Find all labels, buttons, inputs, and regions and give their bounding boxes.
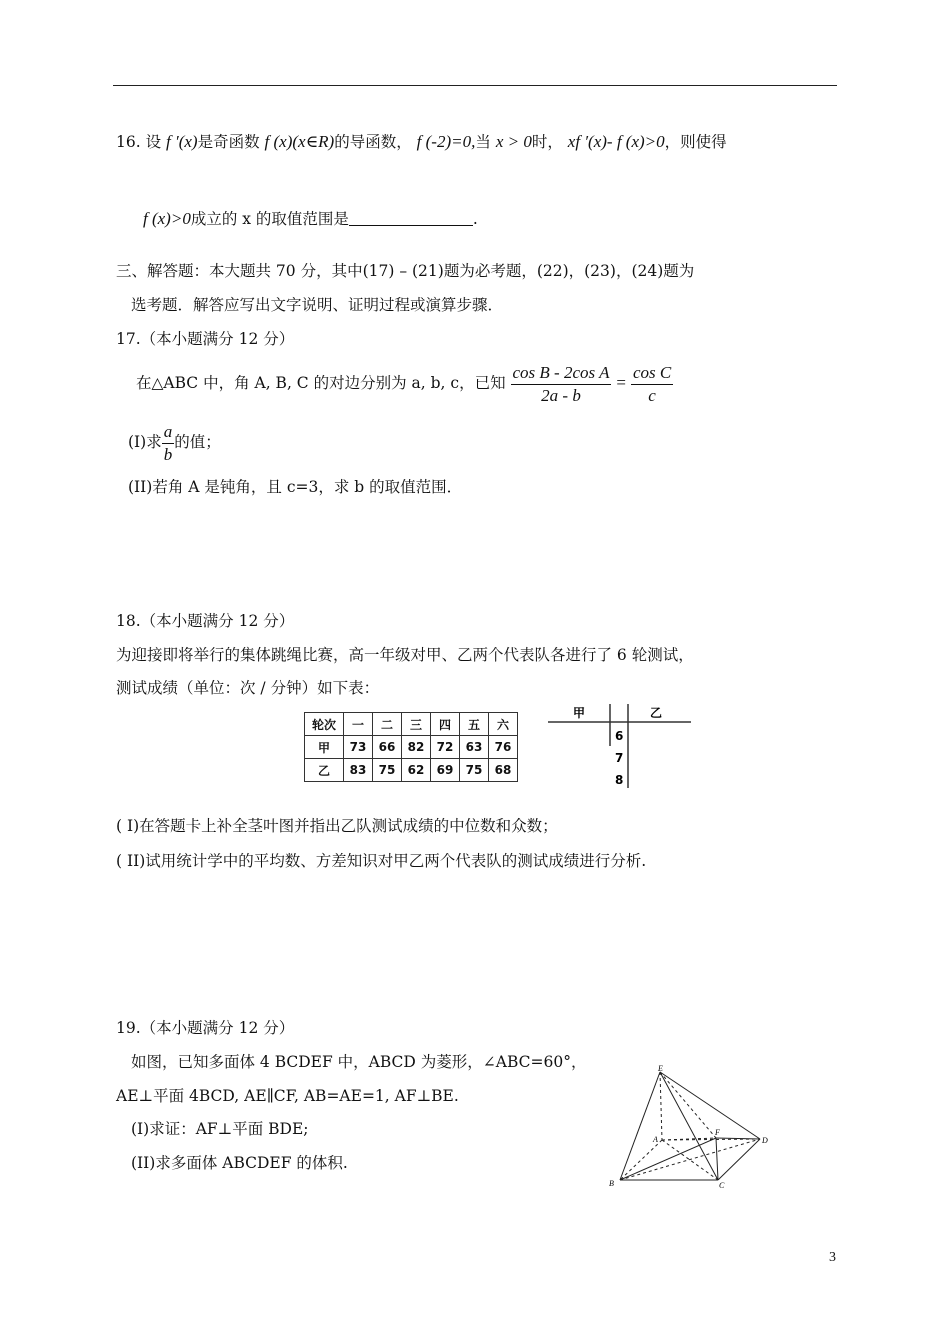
q17-part1: [128, 420, 221, 466]
section3-line1: 三、解答题：本大题共 70 分，其中(17) – (21)题为必考题，(22)，(23)，(24)题为: [116, 262, 695, 280]
edge-EC: [660, 1072, 718, 1180]
q16-line2: [143, 209, 478, 229]
q18-header: 18.（本小题满分 12 分）: [116, 612, 295, 630]
frac-denominator: 2a - b: [541, 385, 581, 405]
q17-header: 17.（本小题满分 12 分）: [116, 330, 295, 348]
edge-EF: [660, 1072, 716, 1138]
table-cell: 76: [489, 736, 518, 759]
q16-prefix: 16. 设: [116, 133, 162, 151]
q17-p1-suffix: 的值；: [174, 433, 221, 451]
edge-EB: [620, 1072, 660, 1180]
q16-fprime: f ′(x): [166, 132, 198, 151]
page-number: 3: [829, 1250, 836, 1265]
stem-value: 6: [615, 729, 624, 743]
label-E: E: [658, 1064, 663, 1073]
table-header-cell: 二: [373, 713, 402, 736]
frac-numerator: a: [162, 421, 175, 444]
table-cell: 75: [460, 759, 489, 782]
q16-line1: [116, 132, 727, 152]
q16-text: .: [472, 210, 478, 228]
frac-denominator: b: [163, 444, 173, 464]
table-cell: 83: [344, 759, 373, 782]
label-C: C: [719, 1181, 725, 1190]
edge-ED: [660, 1072, 760, 1139]
q17-intro-text: 在△ABC 中，角 A, B, C 的对边分别为 a, b, c，已知: [136, 374, 506, 392]
q19-part1: (I)求证：AF⊥平面 BDE;: [131, 1120, 309, 1138]
section3-line2: 选考题．解答应写出文字说明、证明过程或演算步骤．: [131, 296, 504, 314]
q16-text: 时，: [531, 133, 563, 151]
table-cell: 73: [344, 736, 373, 759]
frac-denominator: c: [648, 385, 656, 405]
q17-fraction-left: [511, 362, 612, 407]
table-cell: 66: [373, 736, 402, 759]
q17-intro: [136, 361, 673, 407]
frac-numerator: cos B - 2cos A: [511, 362, 612, 385]
header-rule: [113, 85, 837, 86]
table-cell: 75: [373, 759, 402, 782]
q16-text: ，则使得: [664, 133, 727, 151]
table-cell: 乙: [305, 759, 344, 782]
stem-leaf-right-label: 乙: [650, 706, 663, 720]
q16-f-domain: f (x)(x∈R): [264, 132, 335, 151]
label-A: A: [653, 1135, 658, 1144]
q19-part2: (II)求多面体 ABCDEF 的体积.: [131, 1154, 348, 1172]
frac-numerator: cos C: [631, 362, 673, 385]
q18-line1: 为迎接即将举行的集体跳绳比赛，高一年级对甲、乙两个代表队各进行了 6 轮测试，: [116, 646, 694, 664]
table-cell: 63: [460, 736, 489, 759]
table-cell: 72: [431, 736, 460, 759]
table-header-cell: 六: [489, 713, 518, 736]
q16-f-neg2: f (-2)=0,: [416, 132, 476, 151]
label-B: B: [609, 1179, 614, 1188]
table-header-cell: 三: [402, 713, 431, 736]
edge-EA: [660, 1072, 662, 1140]
stem-leaf-plot: [545, 702, 695, 792]
q16-x-positive: x > 0: [495, 132, 532, 151]
equals-sign: =: [616, 373, 626, 392]
q19-line2: AE⊥平面 4BCD, AE∥CF, AB=AE=1, AF⊥BE.: [116, 1087, 459, 1105]
table-cell: 69: [431, 759, 460, 782]
q16-text: 的导函数，: [334, 133, 412, 151]
q18-part1: ( I)在答题卡上补全茎叶图并指出乙队测试成绩的中位数和众数；: [116, 817, 558, 835]
stem-value: 7: [615, 751, 624, 765]
table-row: [305, 759, 518, 782]
score-table: [304, 712, 518, 782]
table-header-cell: 一: [344, 713, 373, 736]
q16-text: 成立的 x 的取值范围是: [190, 210, 349, 228]
stem-leaf-left-label: 甲: [573, 706, 586, 720]
edge-AB: [620, 1140, 662, 1180]
table-row: [305, 736, 518, 759]
stem-value: 8: [615, 773, 624, 787]
answer-blank[interactable]: [349, 209, 473, 226]
table-header-cell: 轮次: [305, 713, 344, 736]
q18-line2: 测试成绩（单位：次 / 分钟）如下表：: [116, 679, 380, 697]
label-F: F: [715, 1128, 720, 1137]
table-cell: 82: [402, 736, 431, 759]
q16-text: 是奇函数: [197, 133, 260, 151]
q17-a-over-b: [162, 421, 175, 466]
table-header-cell: 四: [431, 713, 460, 736]
q19-line1: 如图，已知多面体 4 BCDEF 中，ABCD 为菱形，∠ABC=60°，: [131, 1053, 587, 1071]
q16-f-positive: f (x)>0: [143, 209, 191, 228]
label-D: D: [762, 1136, 768, 1145]
q17-fraction-right: [631, 362, 673, 407]
table-header-row: [305, 713, 518, 736]
q16-inequality: xf ′(x)- f (x)>0: [567, 132, 665, 151]
edge-CF: [716, 1138, 718, 1180]
polyhedron-figure: [600, 1062, 780, 1192]
table-cell: 甲: [305, 736, 344, 759]
q18-part2: ( II)试用统计学中的平均数、方差知识对甲乙两个代表队的测试成绩进行分析.: [116, 852, 647, 870]
table-cell: 68: [489, 759, 518, 782]
q17-p1-prefix: (I)求: [128, 433, 162, 451]
q17-part2: (II)若角 A 是钝角，且 c=3，求 b 的取值范围．: [128, 478, 463, 496]
table-header-cell: 五: [460, 713, 489, 736]
edge-CD: [718, 1139, 760, 1180]
q19-header: 19.（本小题满分 12 分）: [116, 1019, 295, 1037]
edge-AF: [662, 1138, 716, 1140]
q16-text: 当: [475, 133, 491, 151]
table-cell: 62: [402, 759, 431, 782]
